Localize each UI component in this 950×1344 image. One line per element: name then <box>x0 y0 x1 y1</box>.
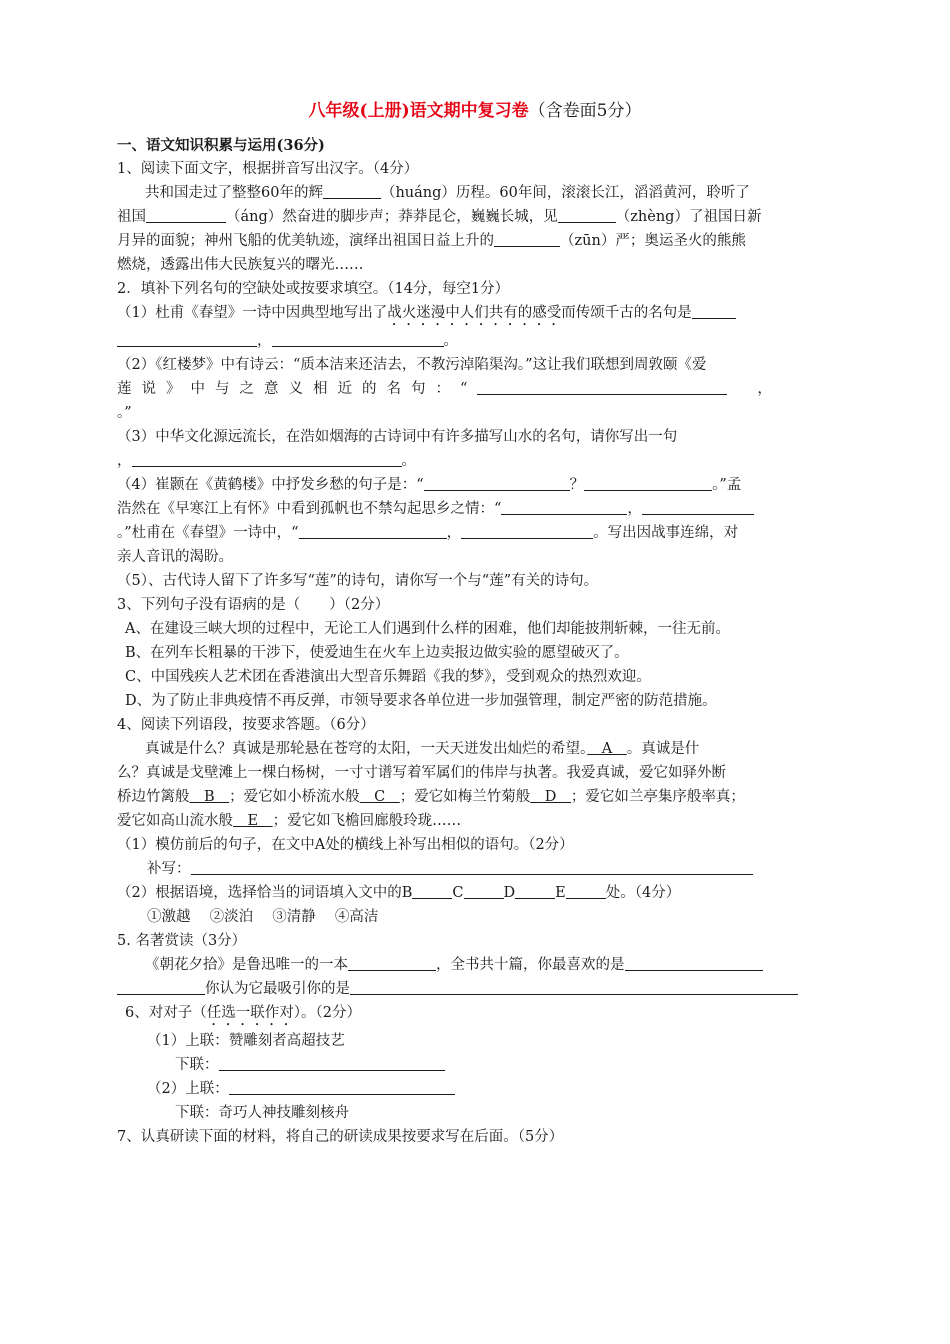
q5-heading: 5. 名著赏读（3分） <box>117 933 247 949</box>
answer-blank[interactable] <box>692 302 736 319</box>
answer-blank[interactable] <box>229 1078 455 1095</box>
q2-text: （1）杜甫《春望》一诗中因典型地写出了 <box>117 305 388 321</box>
q1-text: 祖国 <box>117 209 146 225</box>
q4-heading: 4、阅读下列语段，按要求答题。（6分） <box>117 717 375 733</box>
q2-line: （5）、古代诗人留下了许多写“莲”的诗句，请你写一个与“莲”有关的诗句。 <box>117 573 599 589</box>
answer-blank[interactable] <box>477 378 727 395</box>
answer-blank[interactable] <box>464 882 504 899</box>
answer-blank[interactable] <box>219 1054 445 1071</box>
answer-blank[interactable] <box>272 330 444 347</box>
answer-blank[interactable] <box>323 182 381 199</box>
answer-blank[interactable] <box>132 450 402 467</box>
q4-text: （2）根据语境，选择恰当的词语填入文中的B <box>117 885 413 901</box>
q2-line: 亲人音讯的渴盼。 <box>117 549 233 565</box>
q4-text: 。真诚是什 <box>626 741 700 757</box>
answer-blank[interactable] <box>424 474 570 491</box>
q1-line <box>117 181 833 205</box>
q2-text: 。”杜甫在《春望》一诗中，“ <box>117 525 299 541</box>
title-note: （含卷面5分） <box>528 101 642 121</box>
answer-blank[interactable] <box>494 230 560 247</box>
q2-line <box>117 301 833 329</box>
answer-blank[interactable] <box>625 954 763 971</box>
q6-text: ）。（2分） <box>293 1005 361 1021</box>
blank-marker-a: A <box>587 741 627 757</box>
punct: ， <box>117 453 132 469</box>
answer-blank[interactable] <box>117 978 205 995</box>
q2-line: 。” <box>117 405 132 421</box>
q5-text: 《朝花夕拾》是鲁迅唯一的一本 <box>145 957 348 973</box>
answer-blank[interactable] <box>350 978 798 995</box>
q2-heading: 2．填补下列名句的空缺处或按要求填空。（14分，每空1分） <box>117 281 510 297</box>
q1-text: 月异的面貌；神州飞船的优美轨迹，演绎出祖国日益上升的 <box>117 233 494 249</box>
q1-line: 燃烧，透露出伟大民族复兴的曙光…… <box>117 257 364 273</box>
punct: ， <box>446 525 462 541</box>
blank-marker-c: C <box>359 789 400 805</box>
q4-text: E <box>555 885 566 901</box>
q2-text: 莲说》中与之意义相近的名句：“ <box>117 381 478 397</box>
q6-couplet-2-lower: 下联：奇巧人神技雕刻核舟 <box>175 1105 349 1121</box>
q6-text: （2）上联： <box>147 1081 229 1097</box>
q4-passage-line <box>117 809 833 833</box>
punct: ， <box>257 333 272 349</box>
emphasis-text: 战火迷漫中人们共有的感受 <box>387 305 562 321</box>
q2-text: （4）崔颢在《黄鹤楼》中抒发乡愁的句子是：“ <box>117 477 424 493</box>
answer-blank[interactable] <box>117 330 257 347</box>
q2-text: 而传颂千古的名句是 <box>561 305 692 321</box>
q3-option-b: B、在列车长粗暴的干涉下，使爱迪生在火车上边卖报边做实验的愿望破灭了。 <box>125 645 629 661</box>
blank-marker-e: E <box>233 813 273 829</box>
title-main: 八年级(上册)语文期中复习卷 <box>308 101 529 121</box>
q5-text: ，全书共十篇，你最喜欢的是 <box>436 957 625 973</box>
q6-text: 下联： <box>175 1057 219 1073</box>
punct: ？ <box>569 477 585 493</box>
q1-text: （zhèng）了祖国日新 <box>615 209 762 225</box>
q1-text: 共和国走过了整整60年的辉 <box>145 185 323 201</box>
q3-option-d: D、为了防止非典疫情不再反弹，市领导要求各单位进一步加强管理，制定严密的防范措施。 <box>125 693 717 709</box>
q5-line <box>117 953 833 977</box>
q4-text: 桥边竹篱般 <box>117 789 190 805</box>
q4-sub2 <box>117 881 833 905</box>
answer-blank[interactable] <box>566 882 606 899</box>
q4-text: 真诚是什么？真诚是那轮悬在苍穹的太阳，一天天迸发出灿烂的希望。 <box>145 741 588 757</box>
exam-page <box>117 96 833 1149</box>
q4-passage-line <box>117 737 833 761</box>
emphasis-text: 任选一联作对 <box>206 1005 294 1021</box>
q5-text: 你认为它最吸引你的是 <box>205 981 350 997</box>
q3-heading: 3、下列句子没有语病的是（ ）（2分） <box>117 597 390 613</box>
q2-line: （3）中华文化源远流长，在浩如烟海的古诗词中有许多描写山水的名句，请你写出一句 <box>117 429 678 445</box>
q1-text: （zūn）严；奥运圣火的熊熊 <box>560 233 746 249</box>
q1-text: （áng）然奋进的脚步声；莽莽昆仑，巍巍长城，见 <box>226 209 558 225</box>
q4-sub1-answer <box>117 857 833 881</box>
q2-text: 。”孟 <box>712 477 742 493</box>
q4-sub1: （1）模仿前后的句子，在文中A处的横线上补写出相似的语句。（2分） <box>117 837 574 853</box>
answer-blank[interactable] <box>501 498 627 515</box>
q6-couplet-1-lower <box>117 1053 833 1077</box>
section-heading: 一、语文知识积累与运用(36分) <box>117 137 325 154</box>
answer-blank[interactable] <box>461 522 593 539</box>
answer-blank[interactable] <box>642 498 754 515</box>
q1-heading: 1、阅读下面文字，根据拼音写出汉字。（4分） <box>117 161 419 177</box>
q2-text: 浩然在《早寒江上有怀》中看到孤帆也不禁勾起思乡之情：“ <box>117 501 502 517</box>
q2-line <box>117 497 833 521</box>
q4-text: ；爱它如梅兰竹菊般 <box>399 789 531 805</box>
answer-blank[interactable] <box>146 206 226 223</box>
q6-couplet-2-upper <box>117 1077 833 1101</box>
q4-text: C <box>452 885 464 901</box>
q4-text: ；爱它如小桥流水般 <box>229 789 360 805</box>
q2-line <box>117 521 833 545</box>
q2-line: （2）《红楼梦》中有诗云：“质本洁来还洁去，不教污淖陷渠沟。”这让我们联想到周敦颐《爱 <box>117 357 707 373</box>
answer-blank[interactable] <box>584 474 712 491</box>
q4-text: ；爱它如兰亭集序般率真； <box>570 789 745 805</box>
answer-blank[interactable] <box>348 954 436 971</box>
answer-blank[interactable] <box>515 882 555 899</box>
q2-text: 。写出因战事连绵，对 <box>593 525 739 541</box>
punct: 。 <box>443 333 458 349</box>
q7-heading: 7、认真研读下面的材料，将自己的研读成果按要求写在后面。（5分） <box>117 1129 564 1145</box>
q4-text: ；爱它如飞檐回廊般玲珑…… <box>272 813 462 829</box>
answer-blank[interactable] <box>558 206 616 223</box>
q2-line <box>117 377 833 401</box>
blank-marker-b: B <box>189 789 230 805</box>
q6-heading <box>117 1001 833 1029</box>
q1-line <box>117 229 833 253</box>
q4-text: D <box>503 885 516 901</box>
q4-passage-line <box>117 785 833 809</box>
q2-line <box>117 329 833 353</box>
q1-line <box>117 205 833 229</box>
answer-blank[interactable] <box>191 858 753 875</box>
q4-options: ①激越 ②淡泊 ③清静 ④高洁 <box>147 909 379 925</box>
q3-option-c: C、中国残疾人艺术团在香港演出大型音乐舞蹈《我的梦》，受到观众的热烈欢迎。 <box>125 669 651 685</box>
q6-text: 6、对对子（ <box>125 1005 207 1021</box>
q2-line <box>117 449 833 473</box>
punct: 。 <box>401 453 416 469</box>
page-title <box>117 96 833 121</box>
punct: ， <box>627 501 642 517</box>
answer-blank[interactable] <box>412 882 452 899</box>
q1-text: （huáng）历程。60年间，滚滚长江，滔滔黄河，聆听了 <box>380 185 750 201</box>
q4-passage-line: 么？真诚是戈壁滩上一棵白杨树，一寸寸谱写着军属们的伟岸与执著。我爱真诚，爱它如驿外断 <box>117 765 726 781</box>
q4-text: 处。（4分） <box>605 885 681 901</box>
answer-blank[interactable] <box>299 522 447 539</box>
q6-couplet-1-upper: （1）上联：赞雕刻者高超技艺 <box>147 1033 345 1049</box>
blank-marker-d: D <box>530 789 571 805</box>
q2-line <box>117 473 833 497</box>
punct: ， <box>757 381 772 397</box>
q4-text: 补写： <box>147 861 191 877</box>
q3-option-a: A、在建设三峡大坝的过程中，无论工人们遇到什么样的困难，他们却能披荆斩棘，一往无前。 <box>125 621 730 637</box>
q5-line <box>117 977 833 1001</box>
q4-text: 爱它如高山流水般 <box>117 813 233 829</box>
